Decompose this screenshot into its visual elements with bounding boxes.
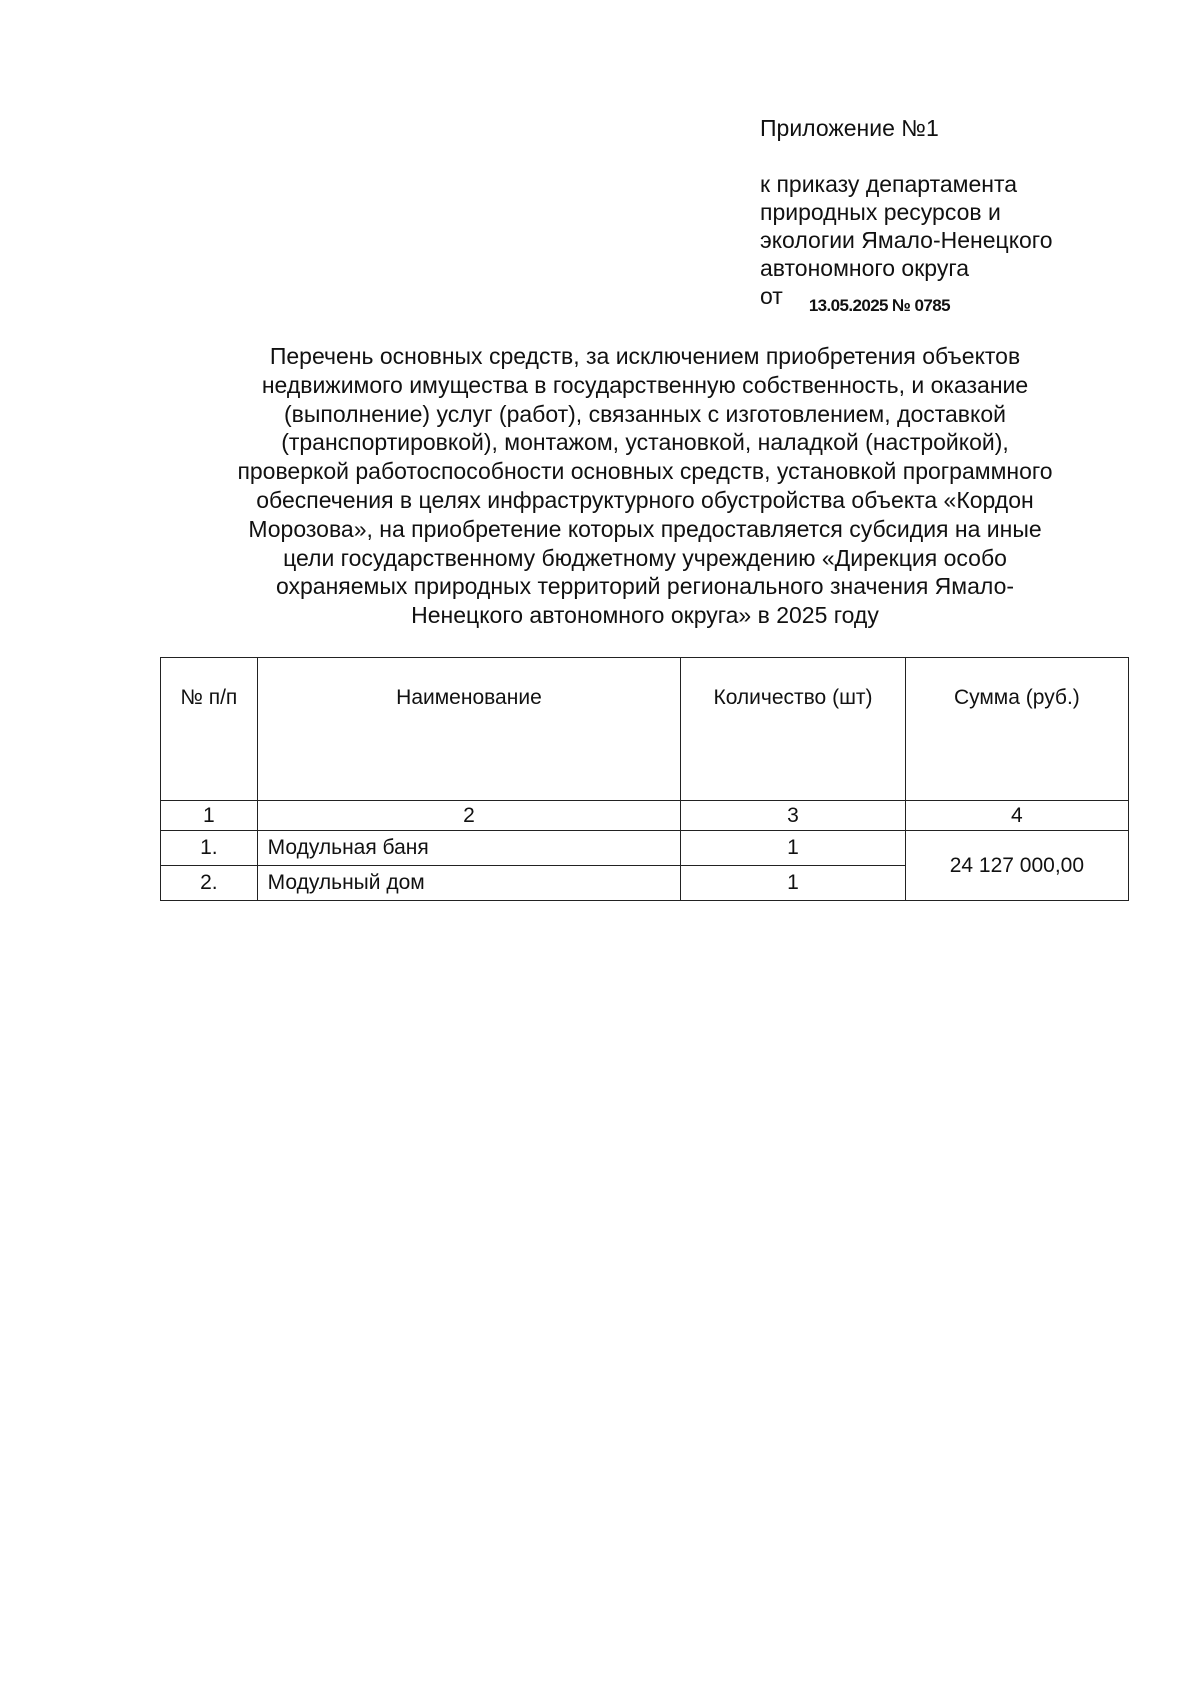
- heading-line: Морозова», на приобретение которых предоставляется субсидия на иные: [248, 515, 1042, 542]
- column-number: 4: [905, 801, 1128, 831]
- appendix-date-line: [760, 282, 1140, 313]
- appendix-line: природных ресурсов и: [760, 199, 1001, 225]
- appendix-block: [760, 114, 1140, 313]
- appendix-line: к приказу департамента: [760, 171, 1018, 197]
- table-header-row: [161, 658, 1129, 801]
- column-number: 1: [161, 801, 258, 831]
- column-numbers-row: [161, 801, 1129, 831]
- row-name: Модульный дом: [257, 866, 681, 901]
- heading-line: проверкой работоспособности основных средств, установкой программного: [237, 458, 1053, 485]
- appendix-line: автономного округа: [760, 255, 969, 281]
- heading-line: Перечень основных средств, за исключением приобретения объектов: [269, 343, 1021, 369]
- appendix-line: экологии Ямало-Ненецкого: [760, 227, 1053, 253]
- heading-line: (выполнение) услуг (работ), связанных с изготовлением, доставкой: [284, 400, 1006, 427]
- header-name: Наименование: [257, 658, 681, 801]
- heading-line: охраняемых природных территорий регионального значения Ямало-: [275, 573, 1015, 600]
- header-number: № п/п: [161, 658, 258, 801]
- table-row: [161, 831, 1129, 866]
- order-date-number-stamp: 13.05.2025 № 0785: [808, 296, 950, 315]
- header-sum: Сумма (руб.): [905, 658, 1128, 801]
- total-sum: 24 127 000,00: [905, 831, 1128, 901]
- column-number: 3: [681, 801, 905, 831]
- row-number: 1.: [161, 831, 258, 866]
- document-heading: [160, 342, 1130, 630]
- appendix-title: Приложение №1: [760, 115, 939, 141]
- date-prefix: от: [760, 283, 783, 309]
- row-name: Модульная баня: [257, 831, 681, 866]
- assets-table: [160, 657, 1129, 901]
- heading-line: (транспортировкой), монтажом, установкой, наладкой (настройкой),: [281, 429, 1009, 456]
- row-quantity: 1: [681, 831, 905, 866]
- row-number: 2.: [161, 866, 258, 901]
- row-quantity: 1: [681, 866, 905, 901]
- heading-line: Ненецкого автономного округа» в 2025 году: [411, 602, 879, 629]
- column-number: 2: [257, 801, 681, 831]
- heading-line: обеспечения в целях инфраструктурного обустройства объекта «Кордон: [256, 486, 1034, 513]
- header-quantity: Количество (шт): [681, 658, 905, 801]
- heading-line: недвижимого имущества в государственную собственность, и оказание: [261, 371, 1029, 398]
- heading-line: цели государственному бюджетному учреждению «Дирекция особо: [283, 544, 1007, 571]
